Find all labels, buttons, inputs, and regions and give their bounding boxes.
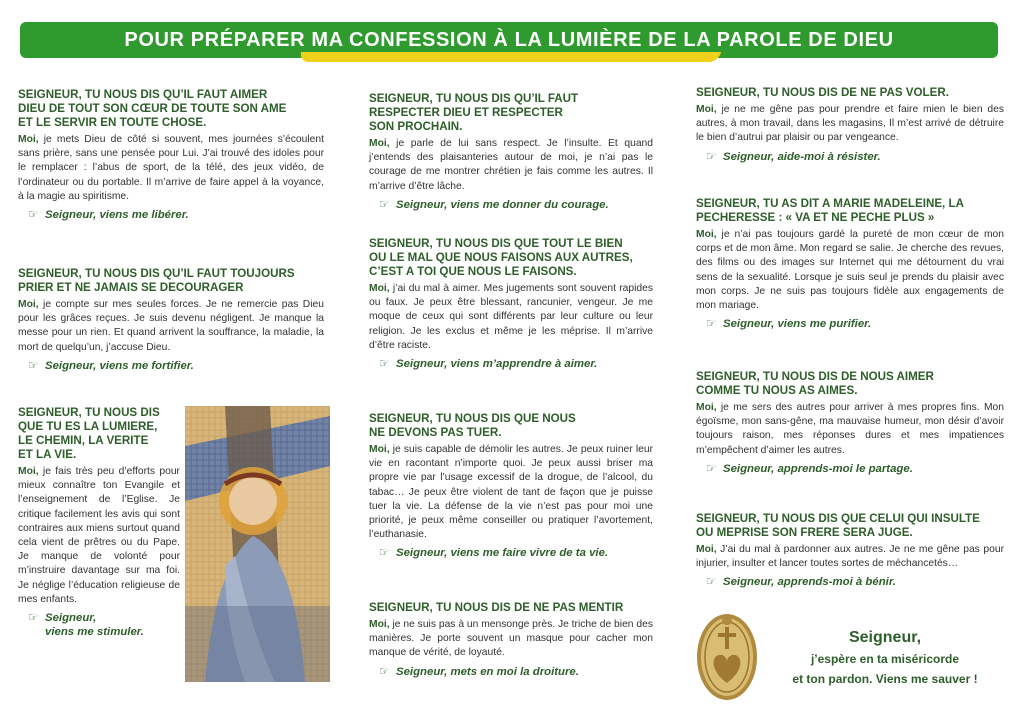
title-line: C’EST A TOI QUE NOUS LE FAISONS. <box>369 265 577 278</box>
closing-line: et ton pardon. Viens me sauver ! <box>792 672 978 686</box>
lead-word: Moi, <box>369 619 390 630</box>
title-line: QUE TU ES LA LUMIERE, <box>18 420 158 433</box>
section-body: je n’ai pas toujours gardé la pureté de mon cœur de mon corps et de mon âme. Mon regard se salie. Je cherche des revues, des films ou des images sur Internet qui me détournent du vrai sens de la sexualité. Lorsque je suis seul je prends du plaisir avec mon corps. Je ne suis pas toujours fidèle aux engagements de mon mariage. <box>696 229 1004 312</box>
section-prier <box>18 267 324 373</box>
title-line: SEIGNEUR, TU AS DIT A MARIE MADELEINE, LA <box>696 197 964 210</box>
section-text <box>18 465 180 607</box>
section-text <box>18 298 324 355</box>
sacred-heart-medal-image <box>696 613 758 701</box>
section-text <box>696 228 1004 313</box>
title-line: COMME TU NOUS AS AIMES. <box>696 384 858 397</box>
prayer-text: Seigneur, aide-moi à résister. <box>723 150 881 163</box>
section-lumiere <box>18 406 180 639</box>
section-body: j’ai du mal à aimer. Mes jugements sont souvent rapides ou faux. Je peux être blessant, rancunier, vengeur. Je me moque de ceux qui sont différents par leur culture ou leur religion. Je les exclus et même je les méprise. Il m’arrive d’être raciste. <box>369 283 653 351</box>
title-line: ET LE SERVIR EN TOUTE CHOSE. <box>18 116 207 129</box>
hand-pointing-icon: ☞ <box>706 576 717 589</box>
section-ne-pas-tuer <box>369 412 653 560</box>
prayer-text: Seigneur, viens me fortifier. <box>45 359 194 372</box>
section-text <box>369 137 653 194</box>
prayer-text: Seigneur, viens me donner du courage. <box>396 198 609 211</box>
page-title: POUR PRÉPARER MA CONFESSION À LA LUMIÈRE DE LA PAROLE DE DIEU <box>124 29 894 51</box>
section-text <box>369 282 653 353</box>
section-ne-pas-mentir <box>369 601 653 679</box>
section-title <box>696 197 1004 225</box>
prayer-text: Seigneur, viens m’apprendre à aimer. <box>396 358 598 371</box>
section-respecter <box>369 92 653 212</box>
section-body: je fais très peu d’efforts pour mieux connaître ton Evangile et l’enseignement de l’Eglise. Je critique facilement les avis qui sont contraires aux miens surtout quand cela vient de prêtres ou du Pape. Je manque de volonté pour m’instruire davantage sur ma foi. Je néglige l’éducation religieuse de mes enfants. <box>18 466 180 605</box>
hand-pointing-icon: ☞ <box>706 462 717 475</box>
section-insulte <box>696 512 1004 589</box>
title-line: PECHERESSE : « VA ET NE PECHE PLUS » <box>696 211 935 224</box>
title-underline-accent <box>299 52 721 62</box>
section-bien-mal <box>369 237 653 371</box>
hand-pointing-icon: ☞ <box>28 209 39 222</box>
title-line: SEIGNEUR, TU NOUS DIS QUE TOUT LE BIEN <box>369 237 623 250</box>
hand-pointing-icon: ☞ <box>379 547 390 560</box>
prayer-text: viens me stimuler. <box>45 626 144 639</box>
section-body: je mets Dieu de côté si souvent, mes journées s’écoulent sans prière, sans une pensée pour Lui. J’ai trouvé des idoles pour le remplacer : l’abus de sport, de la télé, des jeux vidéo, de l’ordinateur ou du portable. Il m’arrive de faire appel à la voyance, à la magie au spiritisme. <box>18 134 324 202</box>
prayer-line <box>379 357 653 371</box>
lead-word: Moi, <box>369 138 390 149</box>
title-line: PRIER ET NE JAMAIS SE DECOURAGER <box>18 281 244 294</box>
section-title <box>18 88 324 130</box>
section-body: je me sers des autres pour arriver à mes propres fins. Mon égoïsme, mon sans-gêne, ma mauvaise humeur, mon désir d’avoir toujours raison, mes réponses dures et mes impatiences m’empêchent d’aimer les autres. <box>696 402 1004 456</box>
prayer-text: Seigneur, mets en moi la droiture. <box>396 665 579 678</box>
title-line: SEIGNEUR, TU NOUS DIS DE NOUS AIMER <box>696 370 934 383</box>
lead-word: Moi, <box>18 134 39 145</box>
prayer-line <box>379 665 653 679</box>
title-line: SEIGNEUR, TU NOUS DIS DE NE PAS MENTIR <box>369 601 624 614</box>
section-body: J’ai du mal à pardonner aux autres. Je ne me gêne pas pour injurier, insulter et lancer toutes sortes de méchancetés… <box>696 544 1004 570</box>
section-text <box>696 543 1004 571</box>
hand-pointing-icon: ☞ <box>28 359 39 372</box>
title-line: SEIGNEUR, TU NOUS DIS DE NE PAS VOLER. <box>696 86 949 99</box>
section-nous-aimer <box>696 370 1004 476</box>
hand-pointing-icon: ☞ <box>706 318 717 331</box>
prayer-line <box>379 198 653 212</box>
section-title <box>18 267 324 295</box>
section-body: je ne me gêne pas pour prendre et faire mien le bien des autres, à mon travail, dans les magasins, Il m’est arrivé de détruire le bien d’autrui par plaisir ou par vengeance. <box>696 104 1004 144</box>
prayer-text: Seigneur, viens me libérer. <box>45 209 189 222</box>
hand-pointing-icon: ☞ <box>379 358 390 371</box>
section-ne-pas-voler <box>696 86 1004 164</box>
closing-line: j’espère en ta miséricorde <box>810 652 960 666</box>
title-line: OU MEPRISE SON FRERE SERA JUGE. <box>696 526 913 539</box>
section-text <box>369 443 653 542</box>
section-body: je compte sur mes seules forces. Je ne remercie pas Dieu pour les grâces reçues. Je suis devenu négligent. Je manque la messe pour un rien. Et quand arrivent la souffrance, la maladie, la mort de quelqu’un, j’accuse Dieu. <box>18 299 324 353</box>
section-body: je suis capable de démolir les autres. Je peux ruiner leur vie en racontant n’importe quoi. Je peux aussi briser ma propre vie par l’usage excessif de la drogue, de l’alcool, du tabac… Je peux être violent de tant de façon que je puisse tuer la vie. La défense de la vie n’est pas pour moi une priorité, je peux même conseiller ou pratiquer l’avortement, l’euthanasie. <box>369 444 653 541</box>
lead-word: Moi, <box>696 402 717 413</box>
section-title <box>696 370 1004 398</box>
title-line: SEIGNEUR, TU NOUS DIS <box>18 406 160 419</box>
prayer-line <box>706 317 1004 331</box>
prayer-line <box>379 546 653 560</box>
title-line: DIEU DE TOUT SON CŒUR DE TOUTE SON AME <box>18 102 287 115</box>
prayer-line <box>706 462 1004 476</box>
prayer-text: Seigneur, apprends-moi à bénir. <box>723 576 896 589</box>
section-text <box>696 103 1004 146</box>
prayer-text: Seigneur, apprends-moi le partage. <box>723 462 913 475</box>
closing-line: Seigneur, <box>848 629 922 646</box>
section-title <box>369 92 653 134</box>
section-title <box>696 86 1004 100</box>
title-line: ET LA VIE. <box>18 448 77 461</box>
title-line: LE CHEMIN, LA VERITE <box>18 434 149 447</box>
prayer-text: Seigneur, viens me purifier. <box>723 318 872 331</box>
lead-word: Moi, <box>18 466 39 477</box>
section-aimer-dieu <box>18 88 324 222</box>
title-line: SEIGNEUR, TU NOUS DIS QU’IL FAUT <box>369 92 579 105</box>
prayer-text: Seigneur, viens me faire vivre de ta vie. <box>396 547 609 560</box>
closing-prayer <box>770 627 1000 689</box>
section-title <box>369 237 653 279</box>
section-body: je parle de lui sans respect. Je l’insulte. Et quand j’entends des plaisanteries autour de moi, je n’ai pas le courage de me montrer chrétien je fais comme les autres. Il m’arrive d’être lâche. <box>369 138 653 192</box>
title-line: RESPECTER DIEU ET RESPECTER <box>369 106 563 119</box>
section-text <box>18 133 324 204</box>
section-text <box>696 401 1004 458</box>
hand-pointing-icon: ☞ <box>706 150 717 163</box>
lead-word: Moi, <box>369 444 390 455</box>
lead-word: Moi, <box>696 104 717 115</box>
title-line: SON PROCHAIN. <box>369 120 463 133</box>
section-title <box>696 512 1004 540</box>
section-text <box>369 618 653 661</box>
hand-pointing-icon: ☞ <box>379 665 390 678</box>
section-title <box>369 601 653 615</box>
prayer-text: Seigneur, <box>45 612 97 625</box>
section-marie-madeleine <box>696 197 1004 331</box>
mosaic-christ-cross-image <box>185 406 330 682</box>
prayer-line <box>28 611 180 639</box>
title-line: SEIGNEUR, TU NOUS DIS QUE NOUS <box>369 412 576 425</box>
lead-word: Moi, <box>369 283 390 294</box>
title-line: SEIGNEUR, TU NOUS DIS QU’IL FAUT TOUJOURS <box>18 267 295 280</box>
title-line: SEIGNEUR, TU NOUS DIS QUE CELUI QUI INSULTE <box>696 512 980 525</box>
lead-word: Moi, <box>18 299 39 310</box>
hand-pointing-icon: ☞ <box>28 612 39 625</box>
lead-word: Moi, <box>696 229 717 240</box>
prayer-line <box>706 150 1004 164</box>
prayer-line <box>706 575 1004 589</box>
title-line: SEIGNEUR, TU NOUS DIS QU’IL FAUT AIMER <box>18 88 268 101</box>
lead-word: Moi, <box>696 544 717 555</box>
title-line: NE DEVONS PAS TUER. <box>369 426 502 439</box>
section-title <box>369 412 653 440</box>
title-line: OU LE MAL QUE NOUS FAISONS AUX AUTRES, <box>369 251 633 264</box>
section-body: je ne suis pas à un mensonge près. Je triche de bien des manières. Je porte souvent un masque pour cacher mon manque de vérité, de loyauté. <box>369 619 653 659</box>
prayer-line <box>28 208 324 222</box>
prayer-line <box>28 359 324 373</box>
section-title <box>18 406 180 462</box>
hand-pointing-icon: ☞ <box>379 198 390 211</box>
